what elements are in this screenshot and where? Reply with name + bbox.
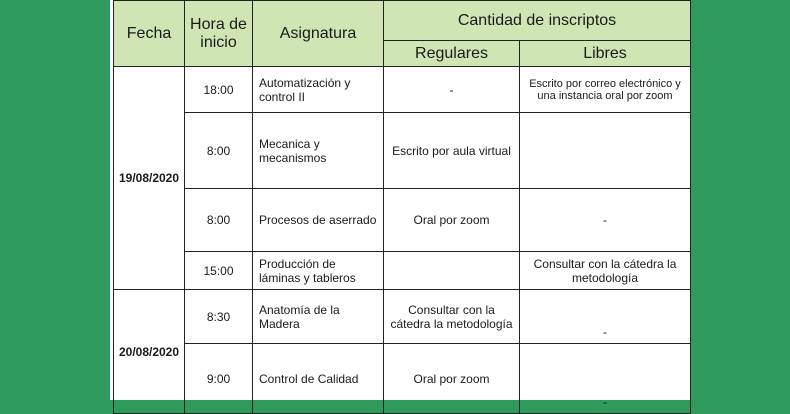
libres-cell: -	[520, 290, 691, 344]
table-row	[114, 252, 691, 290]
regulares-cell: Consultar con la cátedra la metodología	[384, 290, 520, 344]
libres-cell: Escrito por correo electrónico y una instancia oral por zoom	[520, 67, 691, 113]
asignatura-cell: Mecanica y mecanismos	[253, 113, 384, 189]
header-regulares: Regulares	[384, 41, 520, 67]
asignatura-cell: Producción de láminas y tableros	[253, 252, 384, 290]
asignatura-cell: Procesos de aserrado	[253, 189, 384, 252]
libres-cell: -	[520, 344, 691, 414]
asignatura-cell: Control de Calidad	[253, 344, 384, 414]
header-fecha: Fecha	[114, 1, 185, 67]
hora-cell: 8:30	[185, 290, 253, 344]
table-row	[114, 113, 691, 189]
hora-cell: 8:00	[185, 189, 253, 252]
asignatura-cell: Automatización y control II	[253, 67, 384, 113]
asignatura-cell: Anatomía de la Madera	[253, 290, 384, 344]
libres-cell	[520, 113, 691, 189]
regulares-cell: Oral por zoom	[384, 344, 520, 414]
hora-cell: 18:00	[185, 67, 253, 113]
hora-cell: 9:00	[185, 344, 253, 414]
header-libres: Libres	[520, 41, 691, 67]
date-cell: 20/08/2020	[114, 290, 185, 414]
header-cantidad: Cantidad de inscriptos	[384, 1, 691, 41]
hora-cell: 8:00	[185, 113, 253, 189]
regulares-cell: Escrito por aula virtual	[384, 113, 520, 189]
table-row	[114, 189, 691, 252]
header-hora: Hora de inicio	[185, 1, 253, 67]
regulares-cell	[384, 252, 520, 290]
table-row	[114, 290, 691, 344]
table-row	[114, 344, 691, 414]
exam-schedule-table	[113, 0, 691, 414]
libres-cell: -	[520, 189, 691, 252]
date-cell: 19/08/2020	[114, 67, 185, 290]
table-row	[114, 67, 691, 113]
libres-cell: Consultar con la cátedra la metodología	[520, 252, 691, 290]
header-asignatura: Asignatura	[253, 1, 384, 67]
schedule-sheet	[110, 0, 690, 409]
regulares-cell: -	[384, 67, 520, 113]
hora-cell: 15:00	[185, 252, 253, 290]
regulares-cell: Oral por zoom	[384, 189, 520, 252]
